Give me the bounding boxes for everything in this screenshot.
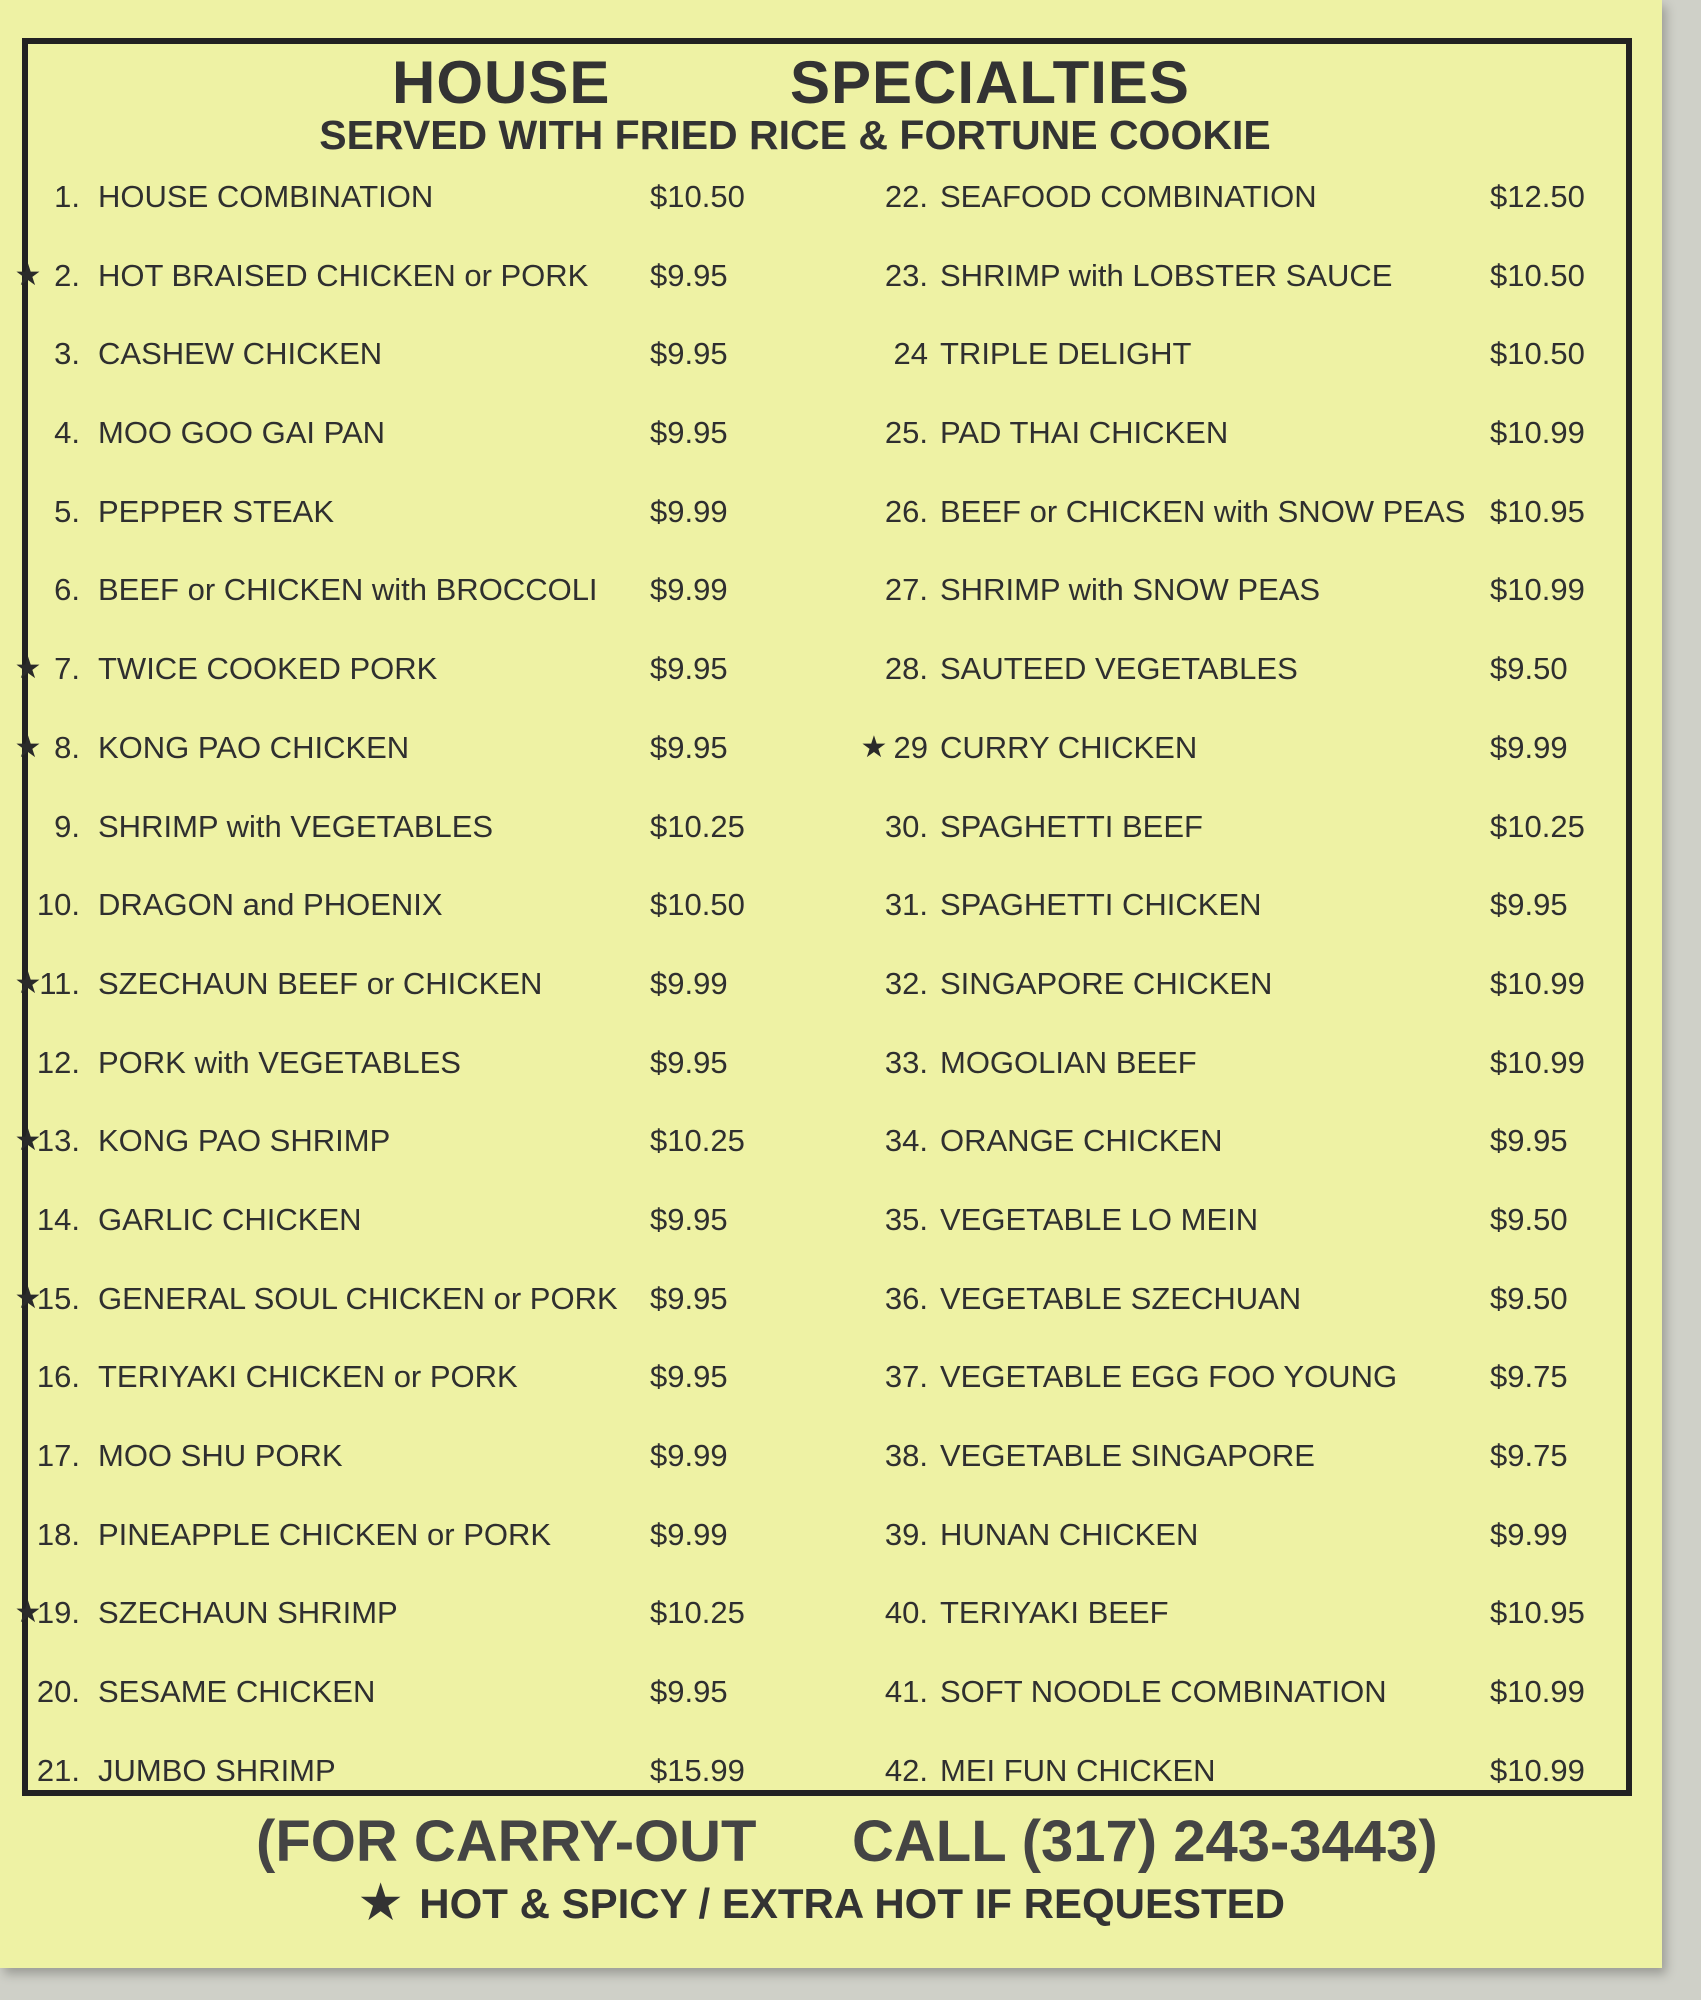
menu-item-name: PEPPER STEAK [98, 493, 335, 529]
menu-item-price: $10.25 [650, 1595, 745, 1631]
menu-item [870, 1732, 1670, 1811]
menu-item-number: 10. [36, 887, 80, 923]
menu-item-name: SINGAPORE CHICKEN [940, 965, 1273, 1001]
menu-item [0, 315, 800, 394]
menu-item-price: $10.95 [1490, 1595, 1585, 1631]
menu-item-number: 37. [884, 1359, 928, 1395]
menu-item [870, 315, 1670, 394]
menu-item-name: PAD THAI CHICKEN [940, 415, 1229, 451]
menu-item-price: $9.99 [650, 965, 728, 1001]
menu-item-number: 38. [884, 1438, 928, 1473]
menu-item-name: CASHEW CHICKEN [98, 336, 383, 372]
carry-out-text: (FOR CARRY-OUT [256, 1809, 757, 1874]
menu-item-number: 14. [36, 1201, 80, 1237]
menu-item-number: 39. [884, 1516, 928, 1552]
menu-item-number: 42. [884, 1752, 928, 1788]
menu-item-number: 27. [884, 572, 928, 608]
menu-item-price: $10.25 [1490, 808, 1585, 844]
menu-item-price: $9.99 [650, 572, 728, 608]
menu-item-price: $10.99 [1490, 1752, 1585, 1788]
menu-item-price: $9.95 [650, 336, 728, 372]
menu-item-name: VEGETABLE LO MEIN [940, 1201, 1259, 1237]
menu-item [0, 630, 800, 709]
menu-item-price: $9.95 [650, 257, 728, 293]
menu-item-price: $10.50 [1490, 336, 1585, 372]
menu-item-name: VEGETABLE SINGAPORE [940, 1438, 1315, 1473]
menu-item [0, 1102, 800, 1181]
menu-item [870, 1574, 1670, 1653]
menu-item-number: 2. [54, 257, 80, 293]
menu-item [0, 1417, 800, 1496]
menu-item-name: MOO SHU PORK [98, 1438, 343, 1473]
menu-item-number: 25. [884, 415, 928, 451]
menu-item-name: VEGETABLE SZECHUAN [940, 1280, 1302, 1316]
menu-item-number: 21. [36, 1752, 80, 1788]
menu-item [870, 866, 1670, 945]
menu-item-name: MEI FUN CHICKEN [940, 1752, 1216, 1788]
menu-item [870, 788, 1670, 867]
menu-item [870, 1338, 1670, 1417]
menu-item [860, 709, 1670, 788]
menu-item-name: SPAGHETTI CHICKEN [940, 887, 1262, 923]
menu-item [0, 709, 800, 788]
menu-item-number: 41. [884, 1674, 928, 1710]
menu-item-number: 11. [39, 965, 80, 1001]
menu-item-price: $9.95 [650, 415, 728, 451]
menu-item-name: HOUSE COMBINATION [98, 179, 434, 214]
menu-item-number: 28. [884, 651, 928, 687]
menu-item-number: 34. [884, 1123, 928, 1159]
menu-item [0, 1496, 800, 1575]
menu-item-number: 6. [54, 572, 80, 608]
menu-item [870, 1417, 1670, 1496]
menu-item-name: HOT BRAISED CHICKEN or PORK [98, 257, 589, 293]
menu-item-price: $9.95 [650, 1674, 728, 1710]
menu-subtitle: SERVED WITH FRIED RICE & FORTUNE COOKIE [319, 112, 1271, 158]
menu-item [0, 1181, 800, 1260]
menu-item-name: VEGETABLE EGG FOO YOUNG [940, 1359, 1398, 1395]
menu-item-name: SPAGHETTI BEEF [940, 808, 1203, 844]
menu-item [870, 945, 1670, 1024]
menu-item [870, 394, 1670, 473]
menu-item-number: 29 [893, 729, 928, 765]
menu-item-name: MOO GOO GAI PAN [98, 415, 386, 451]
menu-item-name: KONG PAO SHRIMP [98, 1123, 391, 1159]
menu-item-price: $10.25 [650, 808, 745, 844]
menu-item [870, 237, 1670, 316]
menu-item-price: $9.99 [1490, 1516, 1568, 1552]
menu-item-name: CURRY CHICKEN [940, 729, 1198, 765]
star-icon: ★ [360, 1876, 402, 1928]
menu-item-name: DRAGON and PHOENIX [98, 887, 443, 923]
title-house: HOUSE [392, 49, 611, 116]
menu-item-price: $9.75 [1490, 1359, 1568, 1395]
menu-item-name: TERIYAKI CHICKEN or PORK [98, 1359, 518, 1395]
menu-item-price: $10.50 [1490, 257, 1585, 293]
menu-item-price: $9.95 [650, 1044, 728, 1080]
menu-item [870, 1260, 1670, 1339]
menu-item-number: 5. [54, 493, 80, 529]
menu-item-price: $9.50 [1490, 651, 1568, 687]
menu-item-number: 23. [884, 257, 928, 293]
menu-item-price: $9.99 [650, 1438, 728, 1473]
menu-item-number: 17. [36, 1438, 80, 1473]
menu-item-number: 24 [893, 336, 928, 372]
menu-item-name: SHRIMP with LOBSTER SAUCE [940, 257, 1393, 293]
menu-item [0, 945, 800, 1024]
menu-item-name: TRIPLE DELIGHT [940, 336, 1192, 372]
menu-item-name: SESAME CHICKEN [98, 1674, 376, 1710]
menu-item [0, 473, 800, 552]
menu-item [0, 866, 800, 945]
menu-item-price: $10.99 [1490, 572, 1585, 608]
menu-item-number: 32. [884, 965, 928, 1001]
menu-item-number: 36. [884, 1280, 928, 1316]
menu-item-name: SEAFOOD COMBINATION [940, 179, 1317, 214]
menu-item-price: $12.50 [1490, 179, 1585, 214]
menu-item [0, 1574, 800, 1653]
menu-item-number: 19. [36, 1595, 80, 1631]
menu-item-price: $9.95 [650, 1280, 728, 1316]
menu-item-name: SOFT NOODLE COMBINATION [940, 1674, 1387, 1710]
menu-item-name: BEEF or CHICKEN with SNOW PEAS [940, 493, 1466, 529]
menu-item [0, 1653, 800, 1732]
menu-item-price: $9.95 [650, 1201, 728, 1237]
menu-item-name: MOGOLIAN BEEF [940, 1044, 1197, 1080]
menu-item-name: PORK with VEGETABLES [98, 1044, 461, 1080]
menu-item-name: BEEF or CHICKEN with BROCCOLI [98, 572, 598, 608]
menu-item [0, 551, 800, 630]
menu-item-number: 7. [54, 651, 80, 687]
menu-item-price: $10.99 [1490, 1044, 1585, 1080]
spicy-legend [360, 1875, 1286, 1928]
carry-out-line [0, 1808, 1701, 1878]
star-icon: ★ [860, 730, 888, 764]
title-specialties: SPECIALTIES [790, 49, 1190, 116]
menu-item [0, 1260, 800, 1339]
menu-item [0, 1024, 800, 1103]
menu-item-number: 12. [36, 1044, 80, 1080]
menu-item [870, 1653, 1670, 1732]
menu-item [0, 394, 800, 473]
menu-item [870, 630, 1670, 709]
menu-item-name: SHRIMP with VEGETABLES [98, 808, 494, 844]
menu-item [870, 1102, 1670, 1181]
menu-item [870, 1181, 1670, 1260]
menu-item-number: 18. [36, 1516, 80, 1552]
menu-item-price: $9.50 [1490, 1201, 1568, 1237]
menu-item-name: KONG PAO CHICKEN [98, 729, 410, 765]
menu-item-number: 13. [36, 1123, 80, 1159]
menu-item-number: 33. [884, 1044, 928, 1080]
menu-item-name: SHRIMP with SNOW PEAS [940, 572, 1321, 608]
menu-item [870, 473, 1670, 552]
menu-column-right [860, 158, 1670, 1810]
menu-item-number: 22. [884, 179, 928, 214]
menu-item-price: $10.99 [1490, 415, 1585, 451]
menu-item [0, 788, 800, 867]
phone-number: CALL (317) 243-3443) [852, 1809, 1438, 1874]
menu-item [870, 1024, 1670, 1103]
menu-item-price: $9.95 [650, 1359, 728, 1395]
menu-item-name: SZECHAUN SHRIMP [98, 1595, 398, 1631]
menu-item-price: $9.95 [650, 729, 728, 765]
menu-item-name: PINEAPPLE CHICKEN or PORK [98, 1516, 552, 1552]
menu-item-number: 16. [36, 1359, 80, 1395]
menu-item-price: $10.25 [650, 1123, 745, 1159]
menu-item-price: $10.99 [1490, 1674, 1585, 1710]
menu-item-price: $9.99 [650, 493, 728, 529]
menu-item [0, 158, 800, 237]
menu-item [870, 1496, 1670, 1575]
star-icon: ★ [14, 1281, 42, 1315]
menu-item-number: 20. [36, 1674, 80, 1710]
menu-item-name: GARLIC CHICKEN [98, 1201, 362, 1237]
menu-item-number: 4. [54, 415, 80, 451]
menu-item-number: 26. [884, 493, 928, 529]
star-icon: ★ [14, 1124, 42, 1158]
menu-item-number: 8. [54, 729, 80, 765]
menu-item-number: 31. [884, 887, 928, 923]
star-icon: ★ [14, 730, 42, 764]
menu-item-name: JUMBO SHRIMP [98, 1752, 336, 1788]
star-icon: ★ [14, 966, 42, 1000]
menu-item-number: 15. [36, 1280, 80, 1316]
menu-item [0, 237, 800, 316]
menu-item-number: 30. [884, 808, 928, 844]
menu-item-price: $9.50 [1490, 1280, 1568, 1316]
menu-item-name: TERIYAKI BEEF [940, 1595, 1169, 1631]
menu-item-price: $9.99 [1490, 729, 1568, 765]
menu-item-number: 1. [54, 179, 80, 214]
menu-item-number: 3. [54, 336, 80, 372]
menu-item-number: 35. [884, 1201, 928, 1237]
menu-item-name: TWICE COOKED PORK [98, 651, 438, 687]
menu-item-price: $10.95 [1490, 493, 1585, 529]
menu-item-price: $10.50 [650, 179, 745, 214]
menu-item [870, 551, 1670, 630]
menu-item-price: $9.95 [1490, 887, 1568, 923]
menu-item-number: 9. [54, 808, 80, 844]
menu-column-left [0, 158, 800, 1810]
menu-item-name: GENERAL SOUL CHICKEN or PORK [98, 1280, 618, 1316]
menu-item [870, 158, 1670, 237]
menu-item-price: $9.95 [1490, 1123, 1568, 1159]
menu-item-price: $9.95 [650, 651, 728, 687]
star-icon: ★ [14, 1596, 42, 1630]
menu-item-name: SZECHAUN BEEF or CHICKEN [98, 965, 543, 1001]
menu-item-name: SAUTEED VEGETABLES [940, 651, 1298, 687]
menu-item-name: ORANGE CHICKEN [940, 1123, 1223, 1159]
menu-item-price: $9.99 [650, 1516, 728, 1552]
menu-item-price: $15.99 [650, 1752, 745, 1788]
spicy-legend-text: HOT & SPICY / EXTRA HOT IF REQUESTED [419, 1880, 1286, 1927]
menu-item-price: $10.50 [650, 887, 745, 923]
star-icon: ★ [14, 652, 42, 686]
menu-item-number: 40. [884, 1595, 928, 1631]
menu-item-price: $10.99 [1490, 965, 1585, 1001]
menu-item [0, 1732, 800, 1811]
menu-item [0, 1338, 800, 1417]
menu-item-price: $9.75 [1490, 1438, 1568, 1473]
star-icon: ★ [14, 258, 42, 292]
menu-item-name: HUNAN CHICKEN [940, 1516, 1199, 1552]
